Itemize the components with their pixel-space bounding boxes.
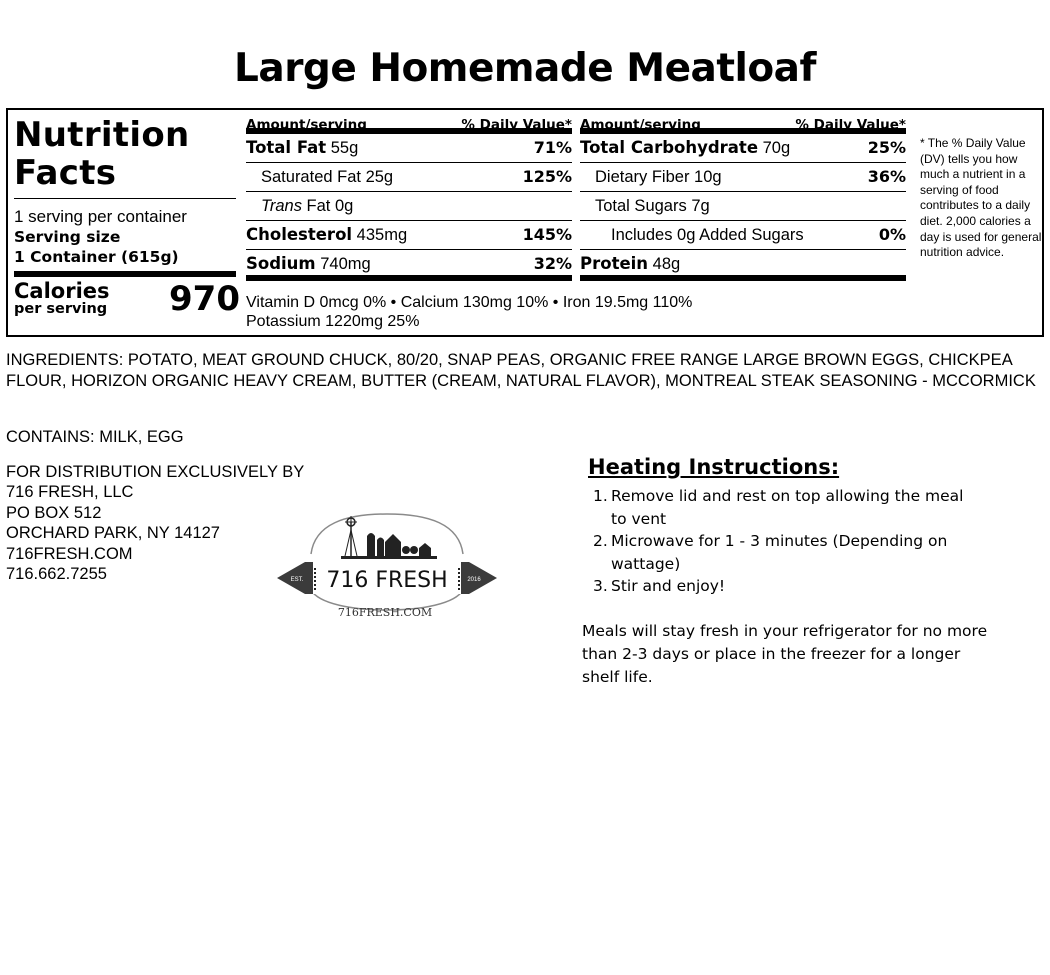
heating-steps xyxy=(593,485,983,598)
nutrient-name: Dietary Fiber xyxy=(595,168,690,186)
logo-brand-name: 716 FRESH xyxy=(326,568,448,593)
product-title: Large Homemade Meatloaf xyxy=(234,46,816,91)
nutrition-summary xyxy=(14,115,240,323)
calories-value: 970 xyxy=(169,279,240,319)
allergen-statement: CONTAINS: MILK, EGG xyxy=(6,428,184,446)
nutrient-dv: 32% xyxy=(533,254,572,273)
distributor-company: 716 FRESH, LLC xyxy=(6,483,134,502)
nutrient-name: Total Sugars xyxy=(595,197,687,215)
nutrient-amount: 25g xyxy=(365,168,394,186)
logo-est-text: EST. xyxy=(290,577,304,583)
step-number: 3. xyxy=(593,577,608,595)
nutrient-row-total-carbohydrate xyxy=(580,134,906,163)
calories-label: Calories xyxy=(14,279,110,303)
heading-line-1: Nutrition xyxy=(14,115,190,155)
calories-row xyxy=(14,277,240,323)
nutrient-amount: 0g xyxy=(334,197,354,215)
distributor-phone: 716.662.7255 xyxy=(6,565,107,584)
step-text: Microwave for 1 - 3 minutes (Depending on wattage) xyxy=(611,532,948,573)
step-number: 1. xyxy=(593,487,608,505)
nutrient-amount: 740mg xyxy=(320,255,371,273)
heating-step xyxy=(593,530,983,575)
nutrient-row-trans-fat xyxy=(246,192,572,221)
nutrient-row-total-sugars xyxy=(580,192,906,221)
nutrient-dv: 125% xyxy=(522,167,572,186)
nutrient-row-saturated-fat xyxy=(246,163,572,192)
nutrient-row-added-sugars xyxy=(580,221,906,250)
nutrient-dv: 145% xyxy=(522,225,572,244)
nutrient-dv: 0% xyxy=(878,225,906,244)
heating-step xyxy=(593,485,983,530)
farm-silhouette-icon xyxy=(341,516,437,559)
nutrition-facts-label xyxy=(6,108,1044,337)
nutrient-column-right xyxy=(580,116,906,281)
dv-header: % Daily Value* xyxy=(795,117,906,133)
serving-size-label: Serving size xyxy=(14,228,121,246)
nutrient-name: Saturated Fat xyxy=(261,168,361,186)
nutrient-name: Total Fat xyxy=(246,138,327,157)
micronutrients-line-1: Vitamin D 0mcg 0% • Calcium 130mg 10% • Iron 19.5mg 110% xyxy=(246,294,693,311)
distributor-line: FOR DISTRIBUTION EXCLUSIVELY BY xyxy=(6,463,305,481)
nutrient-row-total-fat xyxy=(246,134,572,163)
nutrient-name: Cholesterol xyxy=(246,225,353,244)
amount-header: Amount/serving xyxy=(580,117,701,133)
nutrient-amount: 7g xyxy=(691,197,710,215)
micronutrients xyxy=(246,293,946,331)
nutrient-amount: 435mg xyxy=(356,226,408,244)
nutrient-row-cholesterol xyxy=(246,221,572,250)
column-header xyxy=(246,116,572,134)
nutrient-row-dietary-fiber xyxy=(580,163,906,192)
716-fresh-logo xyxy=(275,512,499,622)
storage-note: Meals will stay fresh in your refrigerator for no more than 2-3 days or place in the freezer for a longer shelf life. xyxy=(582,622,988,686)
column-header xyxy=(580,116,906,134)
step-number: 2. xyxy=(593,532,608,550)
distributor-info xyxy=(6,462,304,584)
nutrient-name-rest: Fat xyxy=(306,197,331,215)
daily-value-footnote: * The % Daily Value (DV) tells you how much a nutrient in a serving of food contributes to a daily diet. 2,000 calories a day is used for general nutrition advice. xyxy=(920,136,1042,260)
nutrient-dv: 25% xyxy=(867,138,906,157)
nutrient-name: Sodium xyxy=(246,254,316,273)
step-text: Remove lid and rest on top allowing the meal to vent xyxy=(611,487,964,528)
nutrition-facts-heading xyxy=(14,116,236,192)
nutrient-row-sodium xyxy=(246,250,572,281)
nutrient-amount: 70g xyxy=(762,139,791,157)
ingredients-list: INGREDIENTS: POTATO, MEAT GROUND CHUCK, 80/20, SNAP PEAS, ORGANIC FREE RANGE LARGE BROWN EGGS, CHICKPEA FLOUR, HORIZON ORGANIC HEAVY CREAM, BUTTER (CREAM, NATURAL FLAVOR), MONTREAL STEAK SEASONING - MCCORMICK xyxy=(6,351,1036,390)
dv-header: % Daily Value* xyxy=(461,117,572,133)
nutrient-dv: 71% xyxy=(533,138,572,157)
nutrient-column-left xyxy=(246,116,572,281)
nutrient-name: Includes 0g Added Sugars xyxy=(611,226,804,244)
heading-line-2: Facts xyxy=(14,153,117,193)
amount-header: Amount/serving xyxy=(246,117,367,133)
nutrient-name: Trans xyxy=(261,197,302,215)
calories-sub-label: per serving xyxy=(14,301,108,317)
step-text: Stir and enjoy! xyxy=(611,577,726,595)
distributor-city: ORCHARD PARK, NY 14127 xyxy=(6,524,220,543)
heating-step xyxy=(593,575,983,598)
nutrient-row-protein xyxy=(580,250,906,281)
nutrient-amount: 10g xyxy=(694,168,722,186)
servings-per-container: 1 serving per container xyxy=(14,207,187,226)
serving-size-value: 1 Container (615g) xyxy=(14,248,179,266)
logo-year-text: 2016 xyxy=(467,577,481,583)
divider xyxy=(14,198,236,199)
distributor-website: 716FRESH.COM xyxy=(6,544,133,563)
micronutrients-line-2: Potassium 1220mg 25% xyxy=(246,313,420,330)
nutrient-amount: 55g xyxy=(330,139,359,157)
nutrient-amount: 48g xyxy=(652,255,681,273)
nutrient-name: Protein xyxy=(580,254,649,273)
nutrient-dv: 36% xyxy=(867,167,906,186)
distributor-po-box: PO BOX 512 xyxy=(6,503,102,522)
heating-instructions-title: Heating Instructions: xyxy=(588,455,840,479)
nutrient-name: Total Carbohydrate xyxy=(580,138,759,157)
logo-url: 716FRESH.COM xyxy=(337,606,433,619)
